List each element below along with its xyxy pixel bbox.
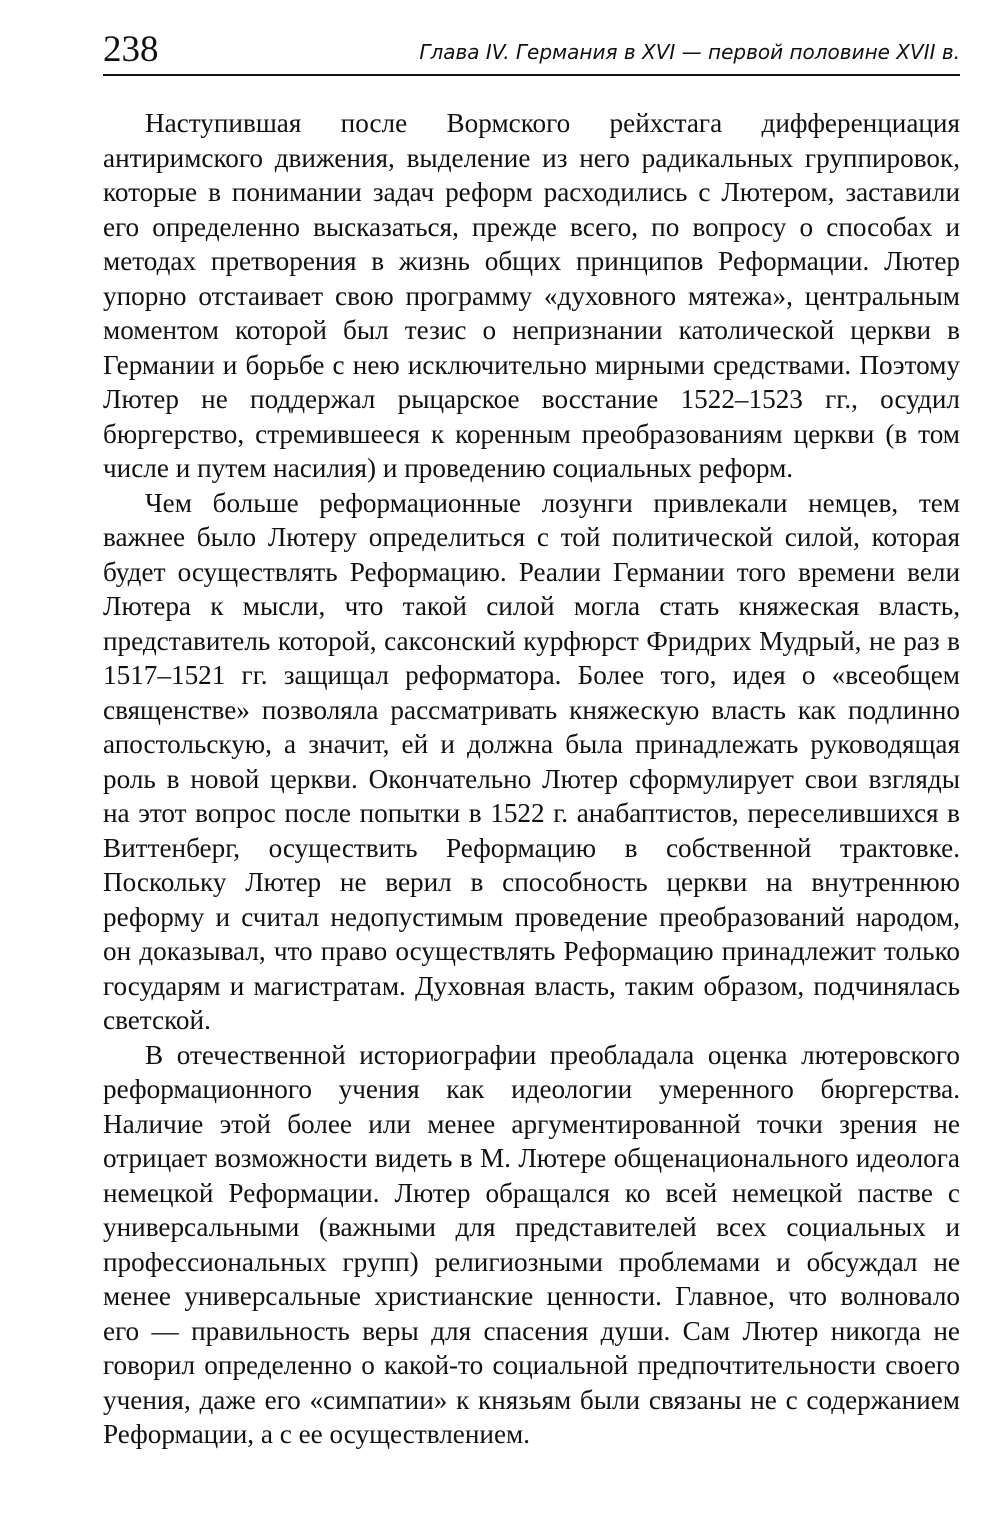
chapter-title: Глава IV. Германия в XVI — первой половине XVII в. (419, 40, 960, 64)
paragraph-3: В отечественной историографии преобладала оценка лютеровского реформационного учения как идеологии умеренного бюргерства. Наличие этой более или менее аргументированной точки зрения не отрицает возможности видеть в М. Лютере общенационального идеолога немецкой Реформации. Лютер обращался ко всей немецкой пастве с универсальными (важными для представителей всех социальных и профессиональных групп) религиозными проблемами и обсуждал не менее универсальные христианские ценности. Главное, что волновало его — правильность веры для спасения души. Сам Лютер никогда не говорил определенно о какой-то социальной предпочтительности своего учения, даже его «симпатии» к князьям были связаны не с содержанием Реформации, а с ее осуществлением. (103, 1039, 960, 1449)
page-number: 238 (103, 29, 159, 70)
running-head (103, 28, 960, 76)
paragraph-2: Чем больше реформационные лозунги привлекали немцев, тем важнее было Лютеру определиться с той политической силой, которая будет осуществлять Реформацию. Реалии Германии того времени вели Лютера к мысли, что такой силой могла стать княжеская власть, представитель которой, саксонский курфюрст Фридрих Мудрый, не раз в 1517–1521 гг. защищал реформатора. Более того, идея о «всеобщем священстве» позволяла рассматривать княжескую власть как подлинно апостольскую, а значит, ей и должна была принадлежать руководящая роль в новой церкви. Окончательно Лютер сформулирует свои взгляды на этот вопрос после попытки в 1522 г. анабаптистов, переселившихся в Виттенберг, осуществить Реформацию в собственной трактовке. Поскольку Лютер не верил в способность церкви на внутреннюю реформу и считал недопустимым проведение преобразований народом, он доказывал, что право осуществлять Реформацию принадлежит только государям и магистратам. Духовная власть, таким образом, подчинялась светской. (103, 487, 960, 1035)
paragraph-1: Наступившая после Вормского рейхстага дифференциация антиримского движения, выделение из него радикальных группировок, которые в понимании задач реформ расходились с Лютером, заставили его определенно высказаться, прежде всего, по вопросу о способах и методах претворения в жизнь общих принципов Реформации. Лютер упорно отстаивает свою программу «духовного мятежа», центральным моментом которой был тезис о непризнании католической церкви в Германии и борьбе с нею исключительно мирными средствами. Поэтому Лютер не поддержал рыцарское восстание 1522–1523 гг., осудил бюргерство, стремившееся к коренным преобразованиям церкви (в том числе и путем насилия) и проведению социальных реформ. (103, 108, 960, 483)
body-text (103, 106, 960, 1452)
header-divider (103, 74, 960, 76)
